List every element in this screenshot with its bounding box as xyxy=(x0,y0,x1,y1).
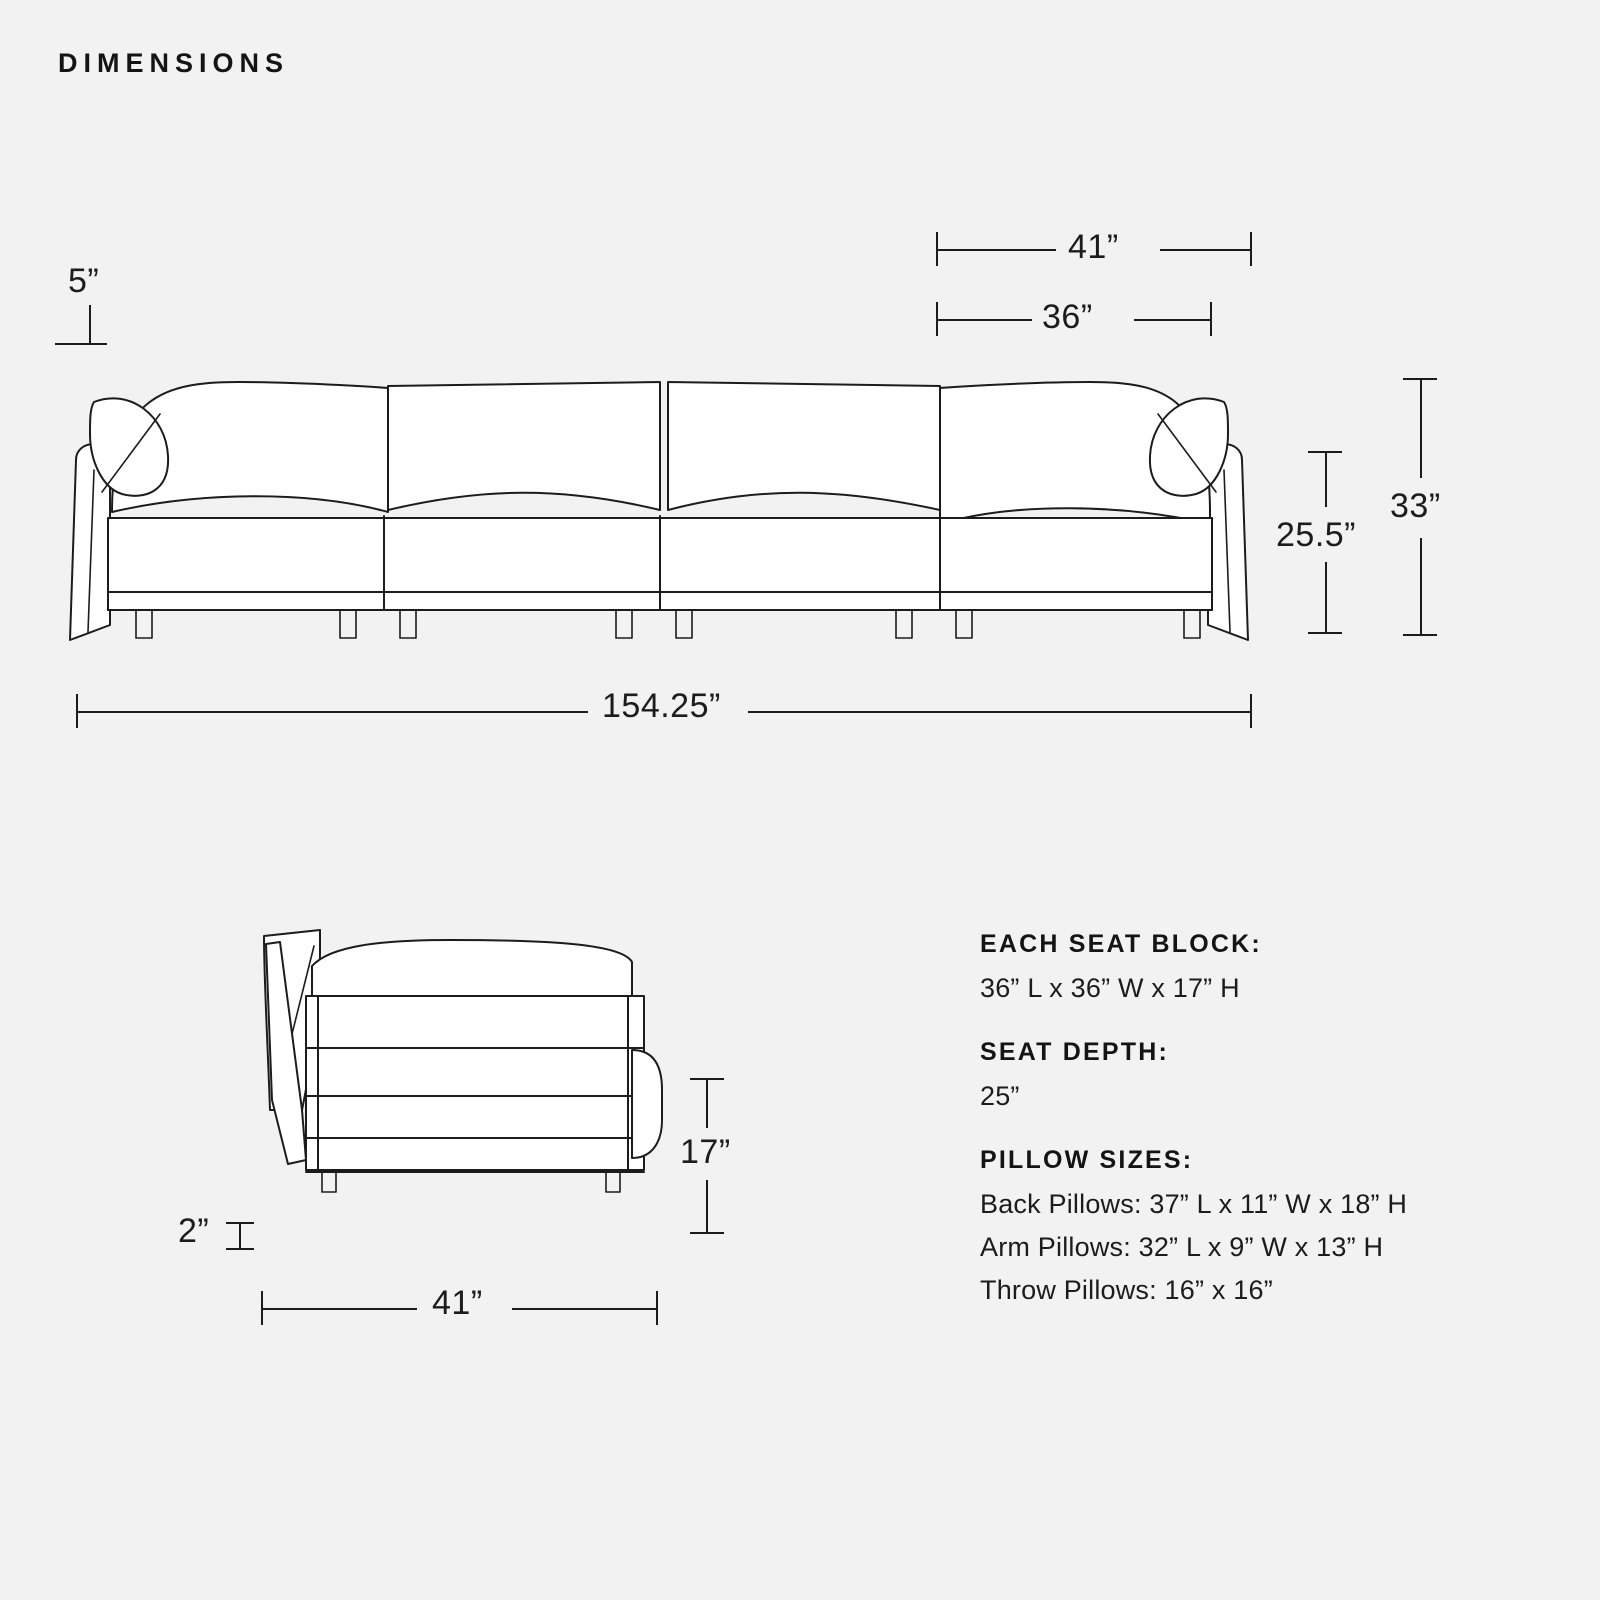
dimension-line-33-top xyxy=(1420,378,1422,478)
spec-line-seat-depth-0: 25” xyxy=(980,1081,1020,1111)
dimension-front-width-15425: 154.25” xyxy=(602,687,721,725)
spec-line-pillow-throw: Throw Pillows: 16” x 16” xyxy=(980,1275,1273,1305)
dimension-tick-15425-left xyxy=(76,694,78,728)
dimension-line-17-bottom xyxy=(706,1180,708,1232)
dimension-tick-17-bottom xyxy=(690,1232,724,1234)
dimension-line-2-vertical xyxy=(239,1222,241,1248)
dimension-front-arm-5: 5” xyxy=(68,262,100,300)
spec-group-seat-block xyxy=(980,930,1540,1004)
dimension-tick-255-bottom xyxy=(1308,632,1342,634)
spec-line-pillow-arm: Arm Pillows: 32” L x 9” W x 13” H xyxy=(980,1232,1384,1262)
spec-heading-seat-depth: SEAT DEPTH: xyxy=(980,1038,1170,1066)
spec-group-pillow-sizes xyxy=(980,1146,1540,1306)
spec-heading-seat-block: EACH SEAT BLOCK: xyxy=(980,930,1262,958)
sofa-front-elevation xyxy=(40,360,1280,660)
spec-line-pillow-back: Back Pillows: 37” L x 11” W x 18” H xyxy=(980,1189,1408,1219)
dimension-line-15425-right xyxy=(748,711,1252,713)
dimension-tick-33-bottom xyxy=(1403,634,1437,636)
dimension-tick-41-left xyxy=(936,232,938,266)
dimension-line-side41-left xyxy=(261,1308,417,1310)
dimension-front-height-33: 33” xyxy=(1390,487,1441,525)
dimension-side-seat-height-17: 17” xyxy=(680,1133,731,1171)
dimension-front-depth-41: 41” xyxy=(1068,228,1119,266)
dimension-line-15425-left xyxy=(76,711,588,713)
dimension-tick-36-left xyxy=(936,302,938,336)
dimension-tick-41-right xyxy=(1250,232,1252,266)
dimension-tick-36-right xyxy=(1210,302,1212,336)
dimension-line-17-top xyxy=(706,1078,708,1128)
dimension-line-36-right xyxy=(1134,319,1212,321)
dimension-front-seatback-255: 25.5” xyxy=(1276,516,1356,554)
dimension-tick-255-top xyxy=(1308,451,1342,453)
dimension-line-36-left xyxy=(936,319,1032,321)
dimension-line-41-right xyxy=(1160,249,1252,251)
dimension-line-255-bottom xyxy=(1325,562,1327,632)
dimension-side-leg-height-2: 2” xyxy=(178,1212,210,1250)
sofa-side-elevation xyxy=(250,920,680,1260)
spec-line-seat-block-0: 36” L x 36” W x 17” H xyxy=(980,973,1240,1003)
dimension-line-5-vertical xyxy=(89,305,91,343)
dimension-front-module-36: 36” xyxy=(1042,298,1093,336)
dimension-line-33-bottom xyxy=(1420,538,1422,634)
dimension-tick-5-bottom xyxy=(55,343,107,345)
dimension-line-255-top xyxy=(1325,451,1327,507)
dimension-tick-2-bottom xyxy=(226,1248,254,1250)
dimension-tick-33-top xyxy=(1403,378,1437,380)
spec-heading-pillow-sizes: PILLOW SIZES: xyxy=(980,1146,1194,1174)
dimension-tick-2-top xyxy=(226,1222,254,1224)
dimension-tick-side41-left xyxy=(261,1291,263,1325)
page-title: DIMENSIONS xyxy=(58,48,290,78)
dimension-line-41-left xyxy=(936,249,1056,251)
spec-group-seat-depth xyxy=(980,1038,1540,1112)
spec-list xyxy=(980,930,1540,1340)
dimension-tick-17-top xyxy=(690,1078,724,1080)
dimension-side-depth-41: 41” xyxy=(432,1284,483,1322)
dimension-tick-15425-right xyxy=(1250,694,1252,728)
dimension-line-side41-right xyxy=(512,1308,658,1310)
dimension-tick-side41-right xyxy=(656,1291,658,1325)
